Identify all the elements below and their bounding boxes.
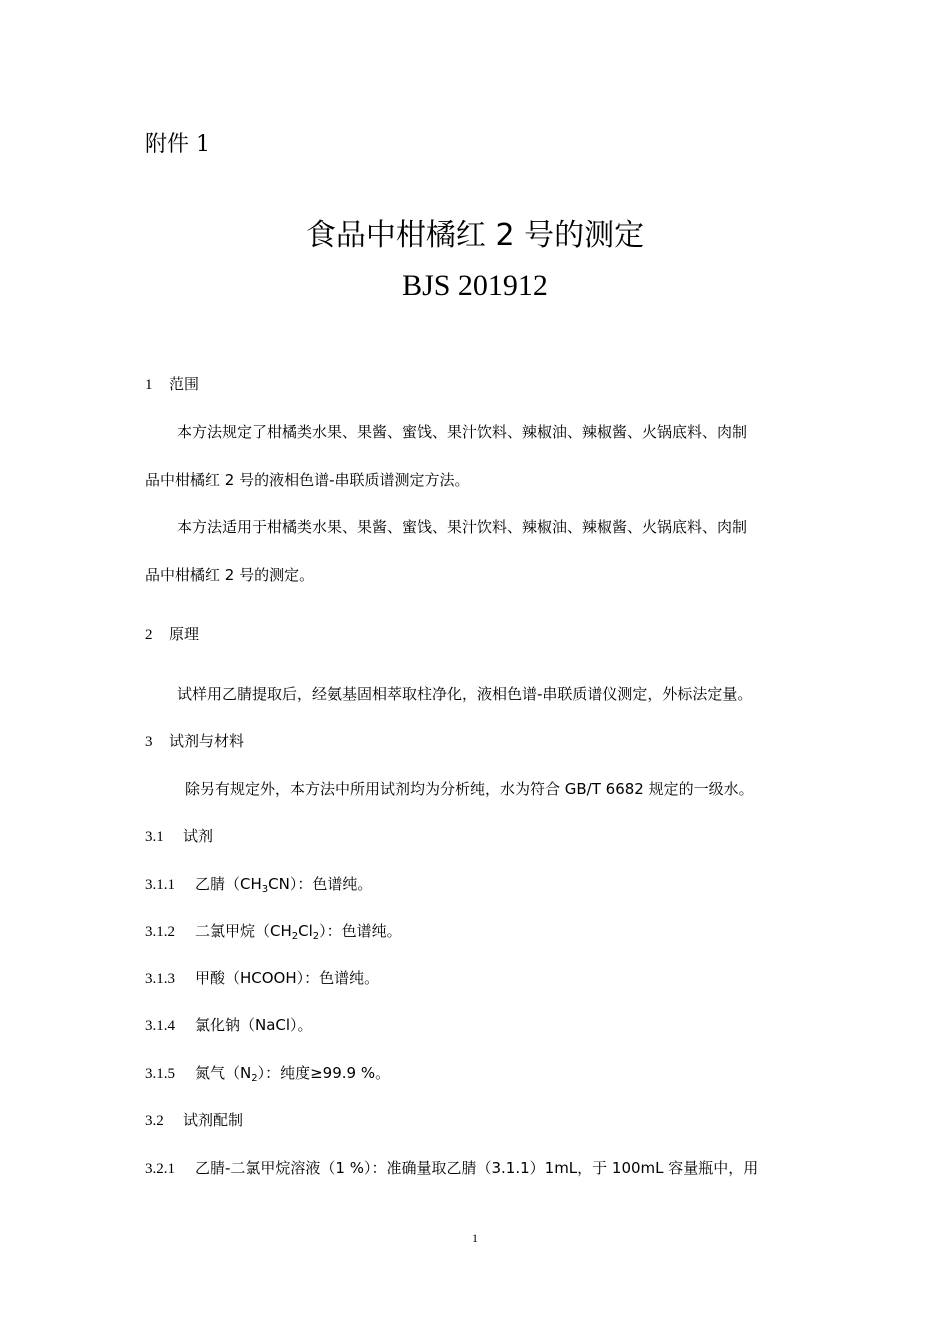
item-number: 3.1.2 xyxy=(145,924,175,940)
reagent-item-3-1-4 xyxy=(145,1014,313,1037)
item-number: 3.1.1 xyxy=(145,877,175,893)
section-title: 试剂与材料 xyxy=(169,732,245,750)
item-subscript: 2 xyxy=(291,931,299,942)
section-2-para: 试样用乙腈提取后，经氨基固相萃取柱净化，液相色谱-串联质谱仪测定，外标法定量。 xyxy=(177,685,753,703)
section-2-heading xyxy=(145,623,199,646)
document-code: BJS 201912 xyxy=(402,269,548,302)
subsection-title: 试剂 xyxy=(183,827,214,845)
item-text-post: ）：纯度≥99.9 %。 xyxy=(257,1064,391,1082)
item-text-mid: Cl xyxy=(298,922,313,940)
item-text: 氯化钠（NaCl）。 xyxy=(195,1016,313,1034)
item-subscript-2: 2 xyxy=(312,931,320,942)
section-1-para-2-line-2: 品中柑橘红 2 号的测定。 xyxy=(145,566,315,584)
item-text: 甲酸（HCOOH）：色谱纯。 xyxy=(195,969,380,987)
item-text-pre: 氮气（N xyxy=(195,1064,252,1082)
reagent-item-3-1-5 xyxy=(145,1062,390,1085)
section-3-heading xyxy=(145,730,244,753)
reagent-item-3-1-3 xyxy=(145,967,379,990)
section-title: 原理 xyxy=(169,625,200,643)
page-number: 1 xyxy=(472,1231,478,1245)
item-number: 3.1.3 xyxy=(145,971,175,987)
section-title: 范围 xyxy=(169,375,200,393)
section-1-heading xyxy=(145,373,199,396)
subsection-3-1-heading xyxy=(145,825,213,848)
item-text-pre: 乙腈（CH xyxy=(195,875,262,893)
section-1-para-1-line-1: 本方法规定了柑橘类水果、果酱、蜜饯、果汁饮料、辣椒油、辣椒酱、火锅底料、肉制 xyxy=(177,423,748,441)
item-text-post: CN）：色谱纯。 xyxy=(268,875,373,893)
item-text: 乙腈-二氯甲烷溶液（1 %）：准确量取乙腈（3.1.1）1mL，于 100mL 容量瓶中，用 xyxy=(195,1159,759,1177)
item-subscript: 3 xyxy=(261,884,269,895)
item-number: 3.1.5 xyxy=(145,1066,175,1082)
item-number: 3.1.4 xyxy=(145,1018,175,1034)
preparation-item-3-2-1 xyxy=(145,1157,758,1180)
document-title: 食品中柑橘红 2 号的测定 xyxy=(305,218,645,253)
subsection-title: 试剂配制 xyxy=(183,1111,244,1129)
section-number: 2 xyxy=(145,627,153,643)
section-number: 1 xyxy=(145,377,153,393)
item-text-pre: 二氯甲烷（CH xyxy=(195,922,292,940)
section-number: 3 xyxy=(145,734,153,750)
section-1-para-2-line-1: 本方法适用于柑橘类水果、果酱、蜜饯、果汁饮料、辣椒油、辣椒酱、火锅底料、肉制 xyxy=(177,518,748,536)
reagent-item-3-1-2 xyxy=(145,920,402,943)
reagent-item-3-1-1 xyxy=(145,873,372,896)
section-3-para: 除另有规定外，本方法中所用试剂均为分析纯，水为符合 GB/T 6682 规定的一级水。 xyxy=(185,780,754,798)
item-number: 3.2.1 xyxy=(145,1161,175,1177)
subsection-number: 3.1 xyxy=(145,829,164,845)
subsection-3-2-heading xyxy=(145,1109,243,1132)
section-1-para-1-line-2: 品中柑橘红 2 号的液相色谱-串联质谱测定方法。 xyxy=(145,471,470,489)
item-text-post: ）：色谱纯。 xyxy=(319,922,402,940)
attachment-label: 附件 1 xyxy=(145,132,210,157)
item-subscript: 2 xyxy=(251,1073,258,1084)
subsection-number: 3.2 xyxy=(145,1113,164,1129)
